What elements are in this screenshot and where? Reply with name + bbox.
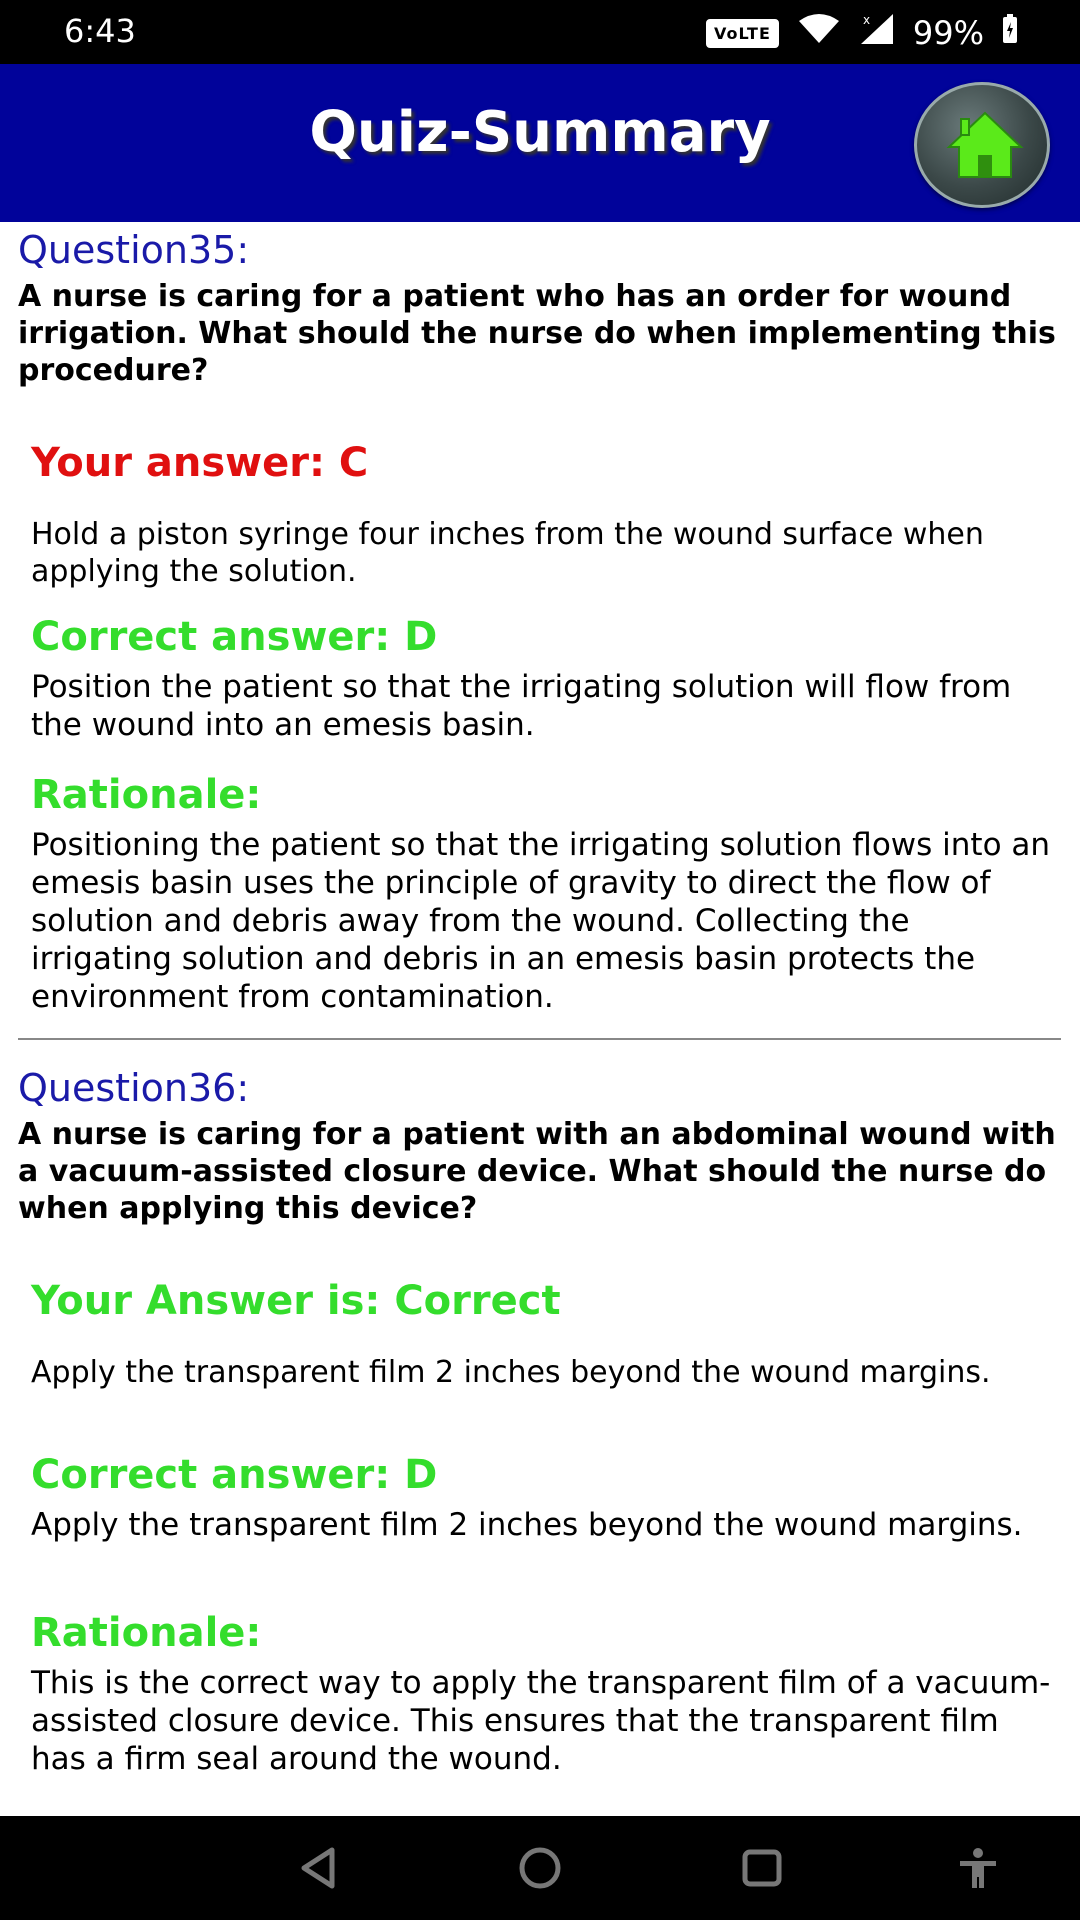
correct-answer-heading: Correct answer: D xyxy=(31,614,438,660)
volte-icon: VoLTE xyxy=(706,19,779,48)
rationale-heading: Rationale: xyxy=(31,772,262,818)
recents-icon[interactable] xyxy=(740,1846,784,1894)
circle-home-icon[interactable] xyxy=(518,1846,562,1894)
correct-answer-heading: Correct answer: D xyxy=(31,1452,438,1498)
page-title: Quiz-Summary xyxy=(309,100,771,165)
your-answer-text: Apply the transparent film 2 inches beyond the wound margins. xyxy=(31,1355,991,1390)
back-icon[interactable] xyxy=(296,1846,340,1894)
status-icons xyxy=(706,12,1018,54)
battery-icon xyxy=(1002,14,1018,52)
rationale-heading: Rationale: xyxy=(31,1610,262,1656)
rationale-text: This is the correct way to apply the transparent film of a vacuum-assisted closure device. This ensures that the transparent film has a firm seal around the wound. xyxy=(31,1665,1051,1777)
home-button[interactable] xyxy=(914,82,1050,208)
status-time: 6:43 xyxy=(64,12,136,50)
question-text: A nurse is caring for a patient who has an order for wound irrigation. What should the nurse do when implementing this procedure? xyxy=(18,279,1056,388)
home-icon xyxy=(945,109,1025,181)
your-answer-heading: Your answer: C xyxy=(31,440,369,486)
your-answer-text: Hold a piston syringe four inches from the wound surface when applying the solution. xyxy=(31,517,984,589)
battery-percent: 99% xyxy=(912,14,984,52)
divider xyxy=(18,1038,1061,1040)
your-answer-heading: Your Answer is: Correct xyxy=(31,1278,561,1324)
wifi-icon xyxy=(797,13,841,53)
status-bar xyxy=(0,0,1080,64)
app-header xyxy=(0,64,1080,222)
question-text: A nurse is caring for a patient with an abdominal wound with a vacuum-assisted closure device. What should the nurse do when applying this device? xyxy=(18,1117,1056,1226)
system-nav-bar xyxy=(0,1816,1080,1920)
svg-text:x: x xyxy=(862,13,870,27)
rationale-text: Positioning the patient so that the irrigating solution flows into an emesis basin uses the principle of gravity to direct the flow of solution and debris away from the wound. Collecting the irrigating solution and debris in an emesis basin protects the environment from contamination. xyxy=(31,827,1051,1015)
question-label: Question36: xyxy=(18,1066,250,1110)
question-label: Question35: xyxy=(18,228,250,272)
accessibility-icon[interactable] xyxy=(956,1846,1000,1894)
correct-answer-text: Apply the transparent film 2 inches beyond the wound margins. xyxy=(31,1507,1023,1543)
correct-answer-text: Position the patient so that the irrigating solution will flow from the wound into an emesis basin. xyxy=(31,669,1012,743)
signal-icon xyxy=(859,12,895,54)
